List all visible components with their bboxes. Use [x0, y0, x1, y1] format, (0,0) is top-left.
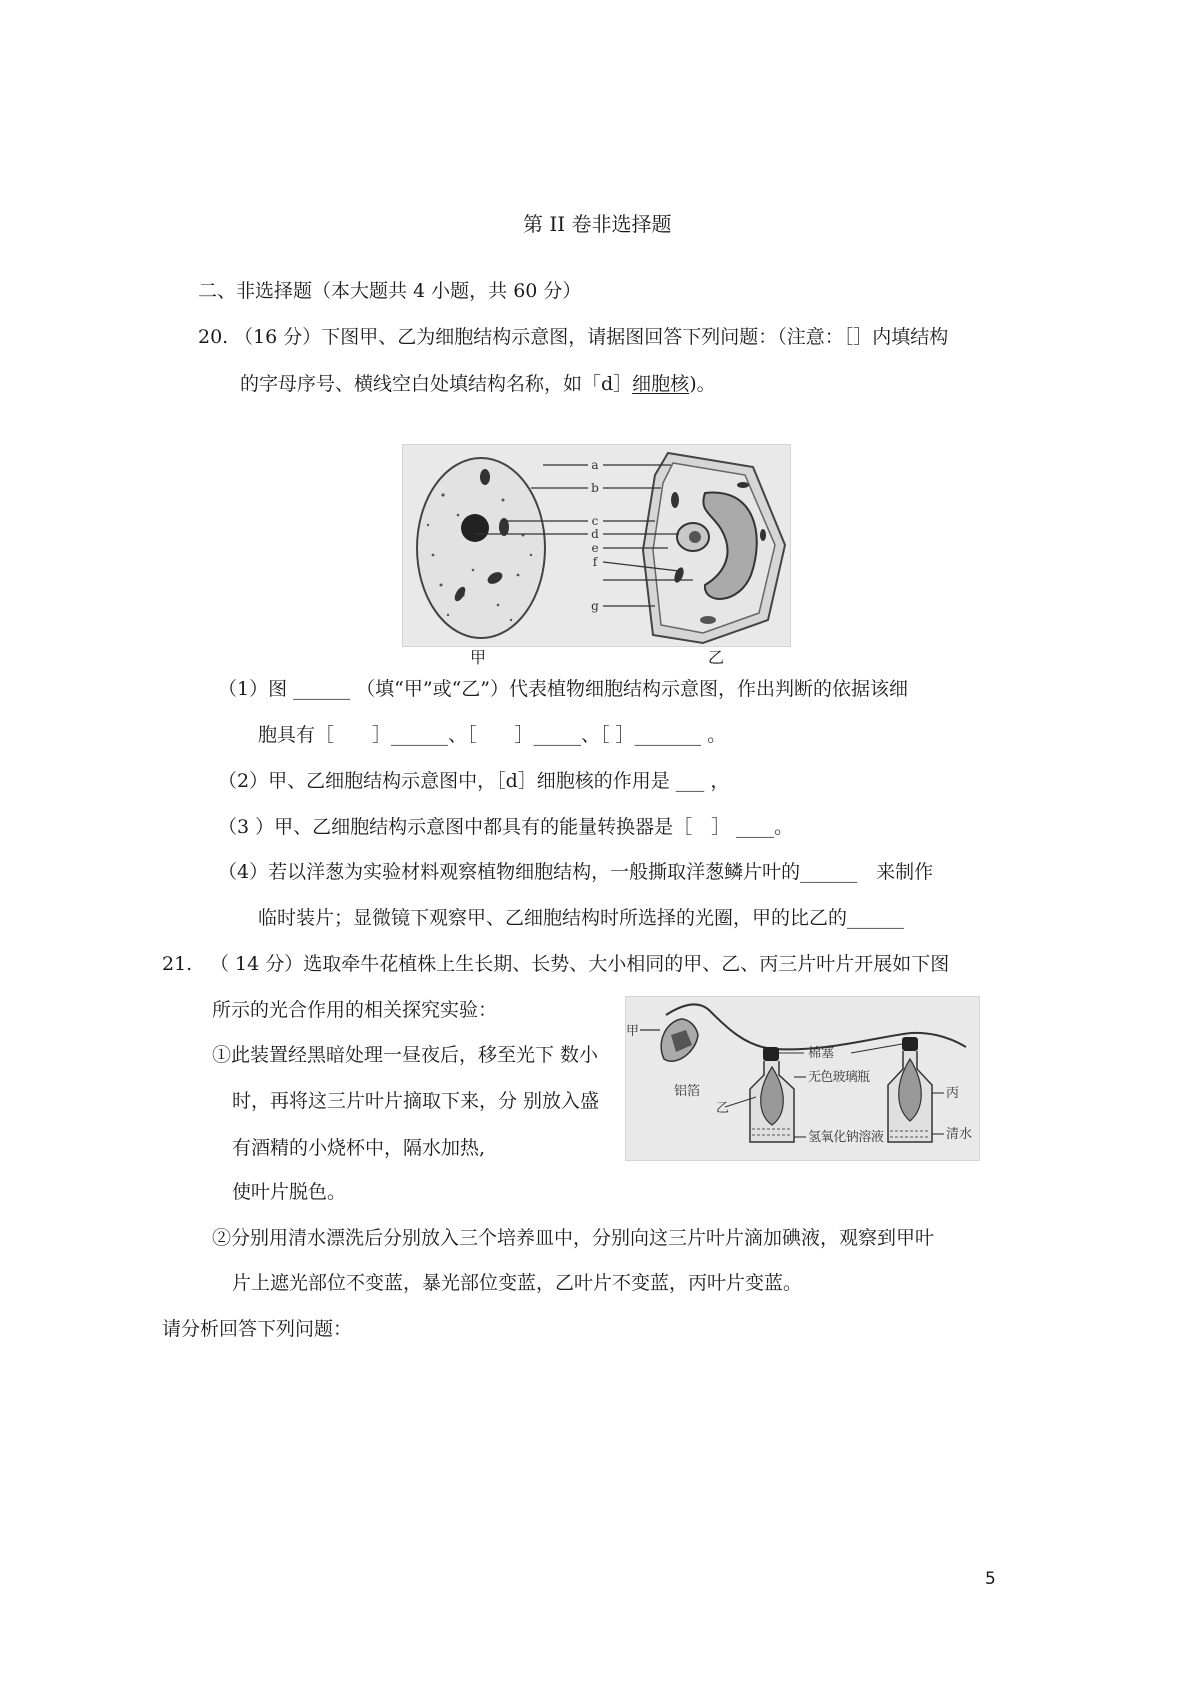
- q20-stem-line2-post: )。: [689, 373, 716, 395]
- q20-stem-line1: （16 分）下图甲、乙为细胞结构示意图，请据图回答下列问题：（注意：［］内填结构: [234, 326, 949, 348]
- label-yi: 乙: [716, 1101, 730, 1116]
- q21-stem-line2: 所示的光合作用的相关探究实验：: [212, 999, 498, 1021]
- section-title: 第 II 卷非选择题: [523, 212, 672, 236]
- label-f: f: [592, 555, 598, 569]
- q21-stem-line1: （ 14 分）选取牵牛花植株上生长期、长势、大小相同的甲、乙、丙三片叶片开展如下图: [210, 953, 950, 975]
- q20-sub4-line1: （4）若以洋葱为实验材料观察植物细胞结构，一般撕取洋葱鳞片叶的______ 来制作: [218, 861, 934, 883]
- label-foil: 铝箔: [674, 1084, 701, 1099]
- q21-step2-line1: ②分别用清水漂洗后分别放入三个培养皿中，分别向这三片叶片滴加碘液，观察到甲叶: [212, 1227, 935, 1249]
- label-g: g: [591, 599, 599, 613]
- q20-stem-line2-pre: 的字母序号、横线空白处填结构名称，如「d］: [240, 373, 633, 395]
- page-number: 5: [985, 1569, 996, 1589]
- label-c: c: [591, 514, 599, 528]
- q20-number: 20.: [198, 326, 229, 348]
- q21-step1-line4: 使叶片脱色。: [232, 1181, 347, 1203]
- label-d: d: [591, 527, 599, 541]
- label-b: b: [591, 481, 599, 495]
- q20-sub4-line2: 临时装片；显微镜下观察甲、乙细胞结构时所选择的光圈，甲的比乙的______: [258, 907, 905, 929]
- figure-caption-yi: 乙: [708, 648, 725, 667]
- cell-structure-figure: [402, 444, 791, 647]
- q21-step2-line2: 片上遮光部位不变蓝，暴光部位变蓝，乙叶片不变蓝，丙叶片变蓝。: [232, 1272, 803, 1294]
- label-a: a: [591, 458, 599, 472]
- label-cotton: 棉塞: [808, 1046, 835, 1061]
- label-bing: 丙: [946, 1086, 960, 1101]
- q20-sub1-line1: （1）图 ______ （填“甲”或“乙”）代表植物细胞结构示意图，作出判断的依据该细: [218, 678, 909, 700]
- label-water: 清水: [946, 1127, 973, 1142]
- q20-stem-line2: [240, 375, 716, 394]
- photosynthesis-experiment-diagram: [626, 997, 979, 1160]
- photosynthesis-experiment-figure: [625, 996, 980, 1161]
- label-e: e: [591, 541, 599, 555]
- q20-example-answer: 细胞核: [632, 373, 690, 395]
- q20-sub3: （3 ）甲、乙细胞结构示意图中都具有的能量转换器是［ ］ ____。: [218, 816, 794, 838]
- q21-step1-line2: 时，再将这三片叶片摘取下来，分 别放入盛: [232, 1090, 600, 1112]
- label-naoh: 氢氧化钠溶液: [808, 1130, 884, 1145]
- cell-structure-diagram: [403, 445, 790, 646]
- label-bottle: 无色玻璃瓶: [808, 1070, 870, 1085]
- q21-number: 21.: [162, 953, 193, 975]
- q20-sub1-line2: 胞具有［ ］______、［ ］_____、［ ］_______ 。: [258, 724, 727, 746]
- q21-step1-line1: ①此装置经黑暗处理一昼夜后，移至光下 数小: [212, 1044, 599, 1066]
- q21-closing: 请分析回答下列问题：: [162, 1318, 353, 1340]
- q21-step1-line3: 有酒精的小烧杯中，隔水加热,: [232, 1137, 486, 1159]
- figure-caption-jia: 甲: [470, 648, 487, 667]
- part-heading: 二、非选择题（本大题共 4 小题，共 60 分）: [198, 280, 582, 302]
- q20-sub2: （2）甲、乙细胞结构示意图中，［d］细胞核的作用是 ___ ，: [218, 770, 730, 792]
- label-jia: 甲: [626, 1024, 640, 1039]
